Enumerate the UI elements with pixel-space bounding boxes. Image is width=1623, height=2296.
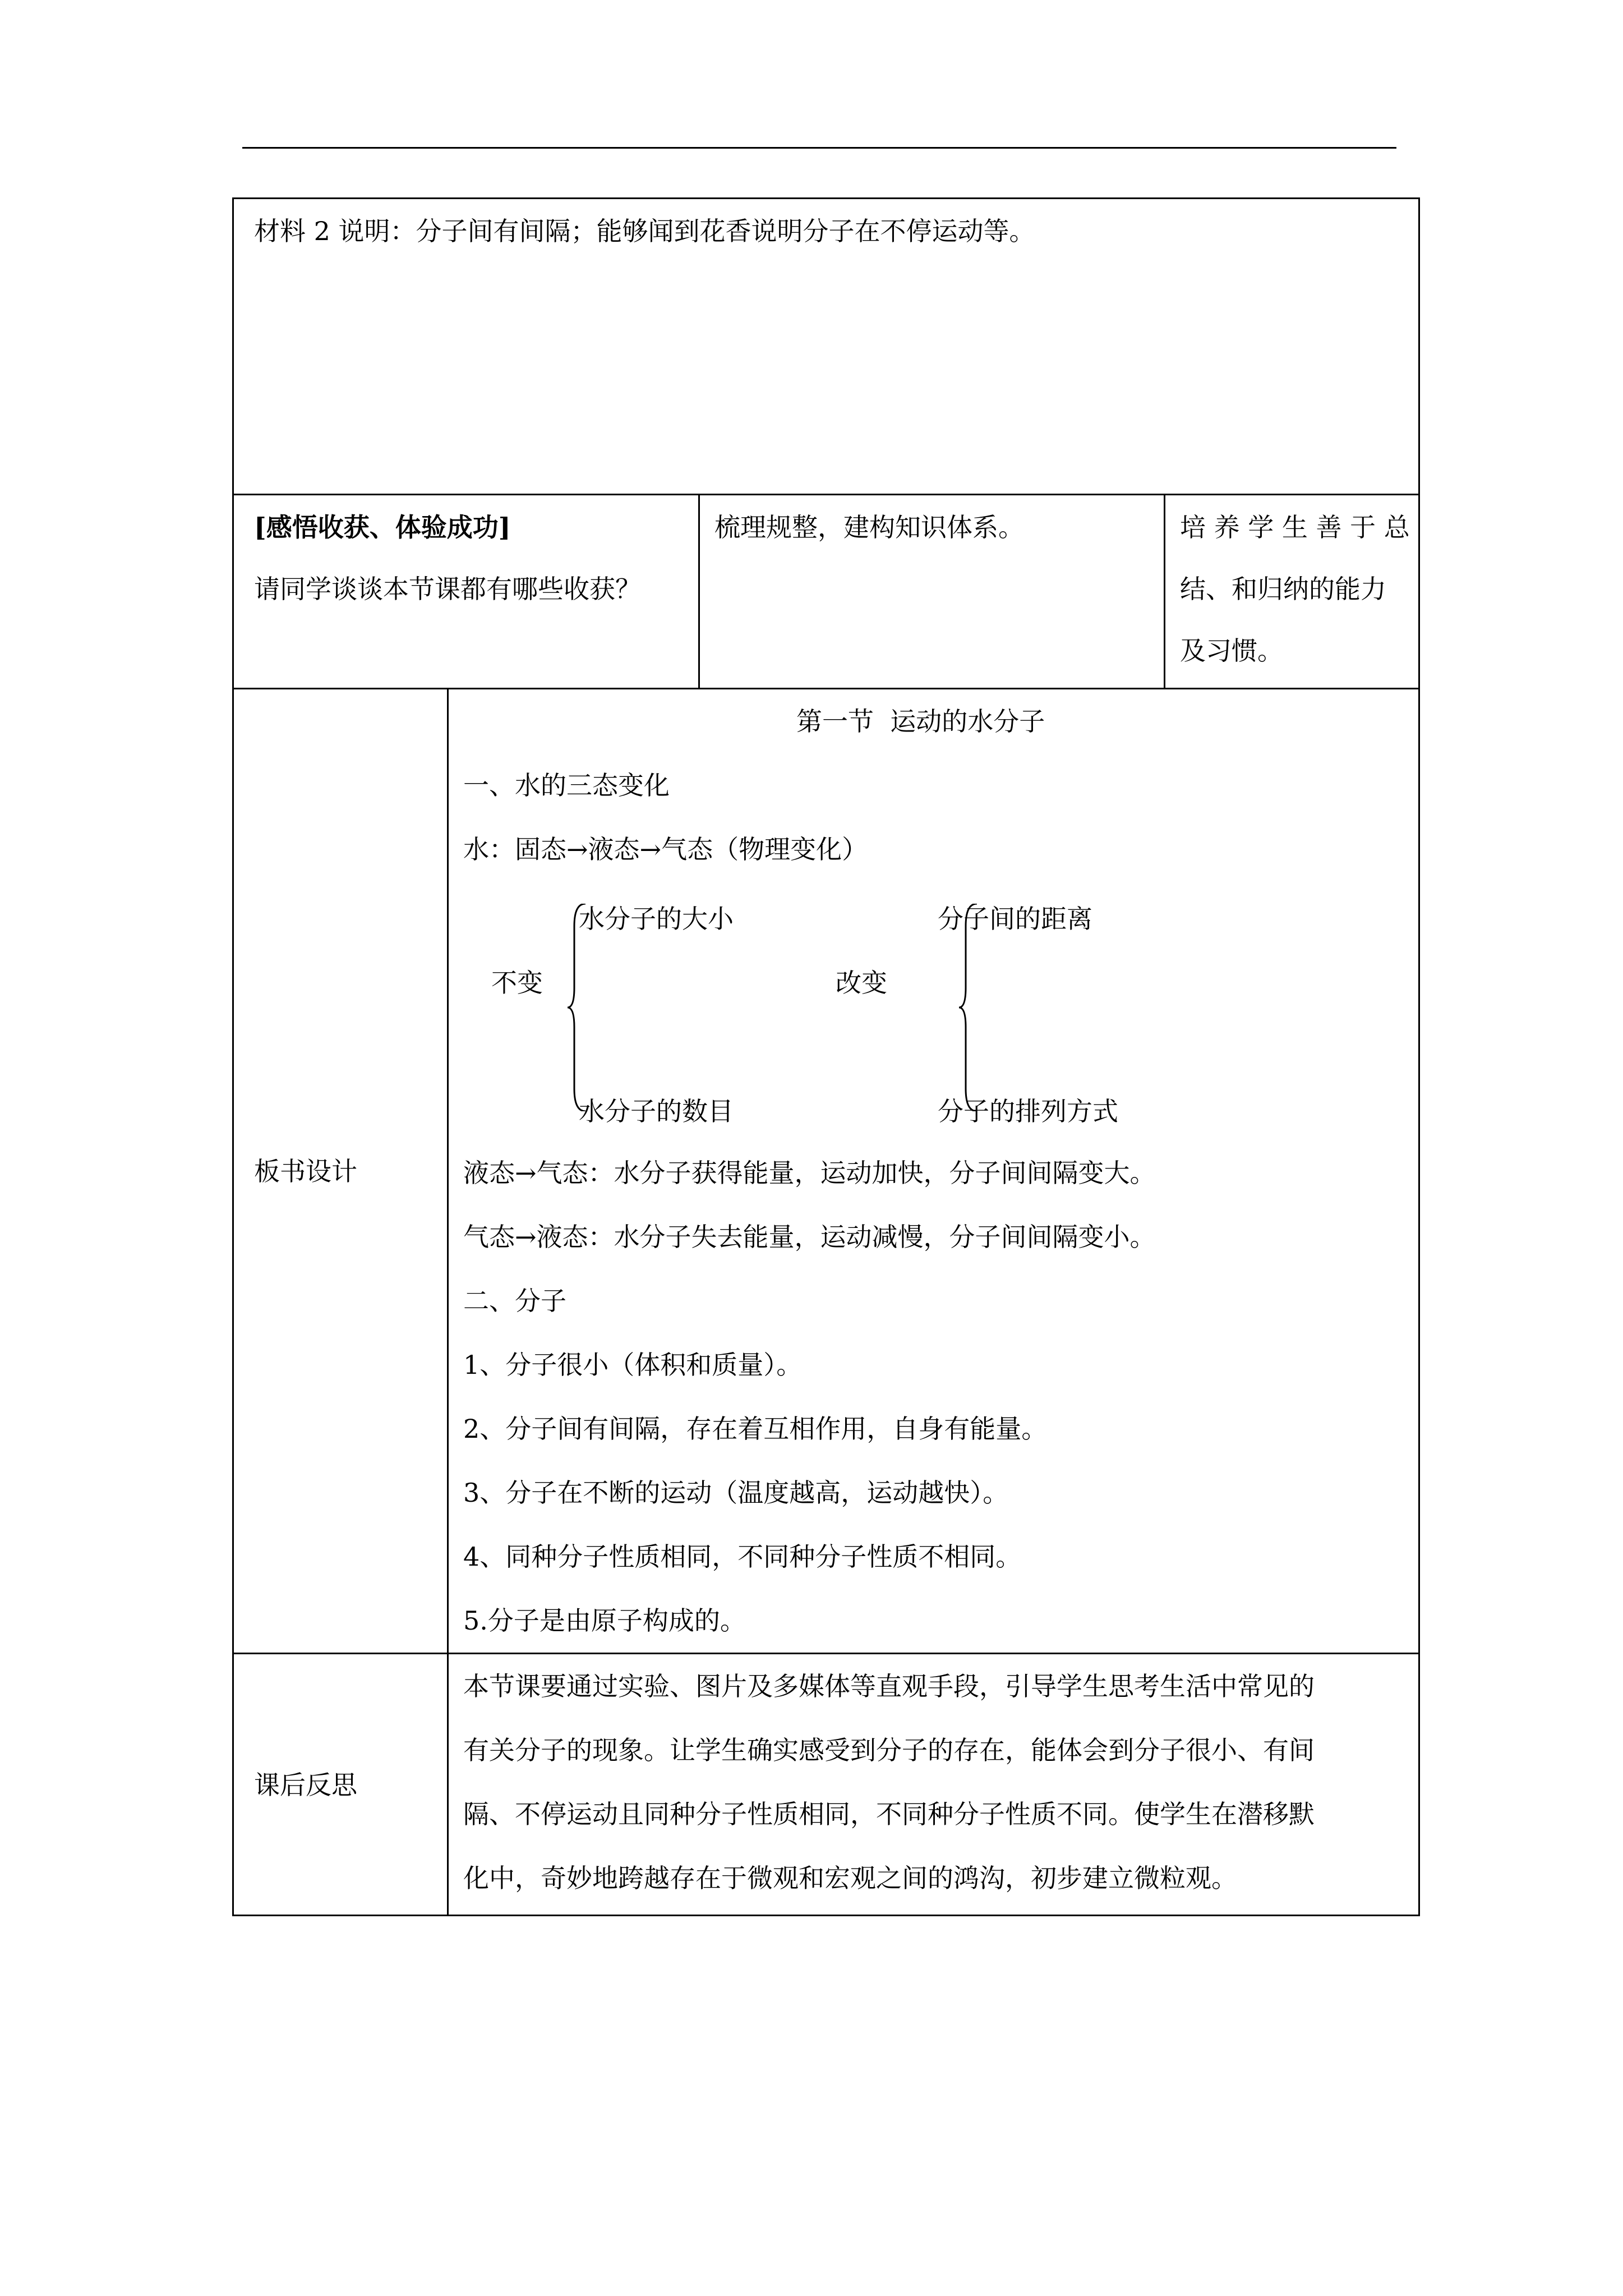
unchanged-brace-icon [566, 904, 589, 1111]
reflection-line-2: 有关分子的现象。让学生确实感受到分子的存在，能体会到分子很小、有间 [463, 1735, 1315, 1765]
changed-item-distance: 分子间的距离 [938, 904, 1092, 934]
reflection-row [232, 1653, 1420, 1916]
summary-row [232, 494, 1420, 688]
summary-intent-line-1: 培 养 学 生 善 于 总 [1180, 512, 1410, 542]
board-liquid-to-gas: 液态→气态：水分子获得能量，运动加快，分子间间隔变大。 [463, 1158, 1156, 1188]
reflection-label-cell [234, 1654, 447, 1915]
summary-heading: [感悟收获、体验成功] [254, 512, 511, 542]
board-content-cell [447, 689, 1418, 1653]
board-section2: 二、分子 [463, 1286, 566, 1316]
summary-activity: 梳理规整，建构知识体系。 [714, 512, 1024, 542]
summary-activity-cell [234, 495, 698, 688]
changed-label: 改变 [836, 968, 887, 998]
board-states-line: 水：固态→液态→气态（物理变化） [463, 834, 868, 864]
board-gas-to-liquid: 气态→液态：水分子失去能量，运动减慢，分子间间隔变小。 [463, 1222, 1156, 1252]
material2-text: 材料 2 说明：分子间有间隔；能够闻到花香说明分子在不停运动等。 [254, 216, 1035, 246]
header-rule [242, 147, 1396, 149]
board-label-cell [234, 689, 447, 1653]
board-point-4: 4、同种分子性质相同，不同种分子性质不相同。 [463, 1542, 1022, 1572]
reflection-content-cell [447, 1654, 1418, 1915]
unchanged-item-count: 水分子的数目 [579, 1096, 734, 1126]
reflection-line-1: 本节课要通过实验、图片及多媒体等直观手段，引导学生思考生活中常见的 [463, 1671, 1315, 1701]
board-point-5: 5.分子是由原子构成的。 [463, 1605, 746, 1636]
reflection-label: 课后反思 [254, 1770, 357, 1800]
unchanged-item-size: 水分子的大小 [579, 904, 734, 934]
board-title: 第一节 运动的水分子 [796, 706, 1045, 737]
unchanged-label: 不变 [491, 968, 543, 998]
board-point-2: 2、分子间有间隔，存在着互相作用，自身有能量。 [463, 1414, 1048, 1444]
summary-question: 请同学谈谈本节课都有哪些收获？ [254, 574, 641, 604]
reflection-line-4: 化中，奇妙地跨越存在于微观和宏观之间的鸿沟，初步建立微粒观。 [463, 1863, 1237, 1893]
summary-intent-line-3: 及习惯。 [1180, 636, 1283, 666]
board-point-3: 3、分子在不断的运动（温度越高，运动越快）。 [463, 1478, 1009, 1508]
board-point-1: 1、分子很小（体积和质量）。 [463, 1350, 803, 1380]
lesson-plan-table [232, 197, 1420, 1916]
reflection-line-3: 隔、不停运动且同种分子性质相同，不同种分子性质不同。使学生在潜移默 [463, 1799, 1315, 1829]
summary-method-cell [698, 495, 1164, 688]
changed-brace-icon [958, 904, 980, 1111]
summary-intent-cell [1164, 495, 1418, 688]
material2-cell [234, 199, 1418, 494]
changed-item-arrangement: 分子的排列方式 [938, 1096, 1118, 1126]
board-label: 板书设计 [254, 1156, 357, 1186]
board-section1: 一、水的三态变化 [463, 770, 670, 800]
summary-intent-line-2: 结、和归纳的能力 [1180, 574, 1386, 604]
board-row [232, 688, 1420, 1653]
material2-row [232, 197, 1420, 494]
